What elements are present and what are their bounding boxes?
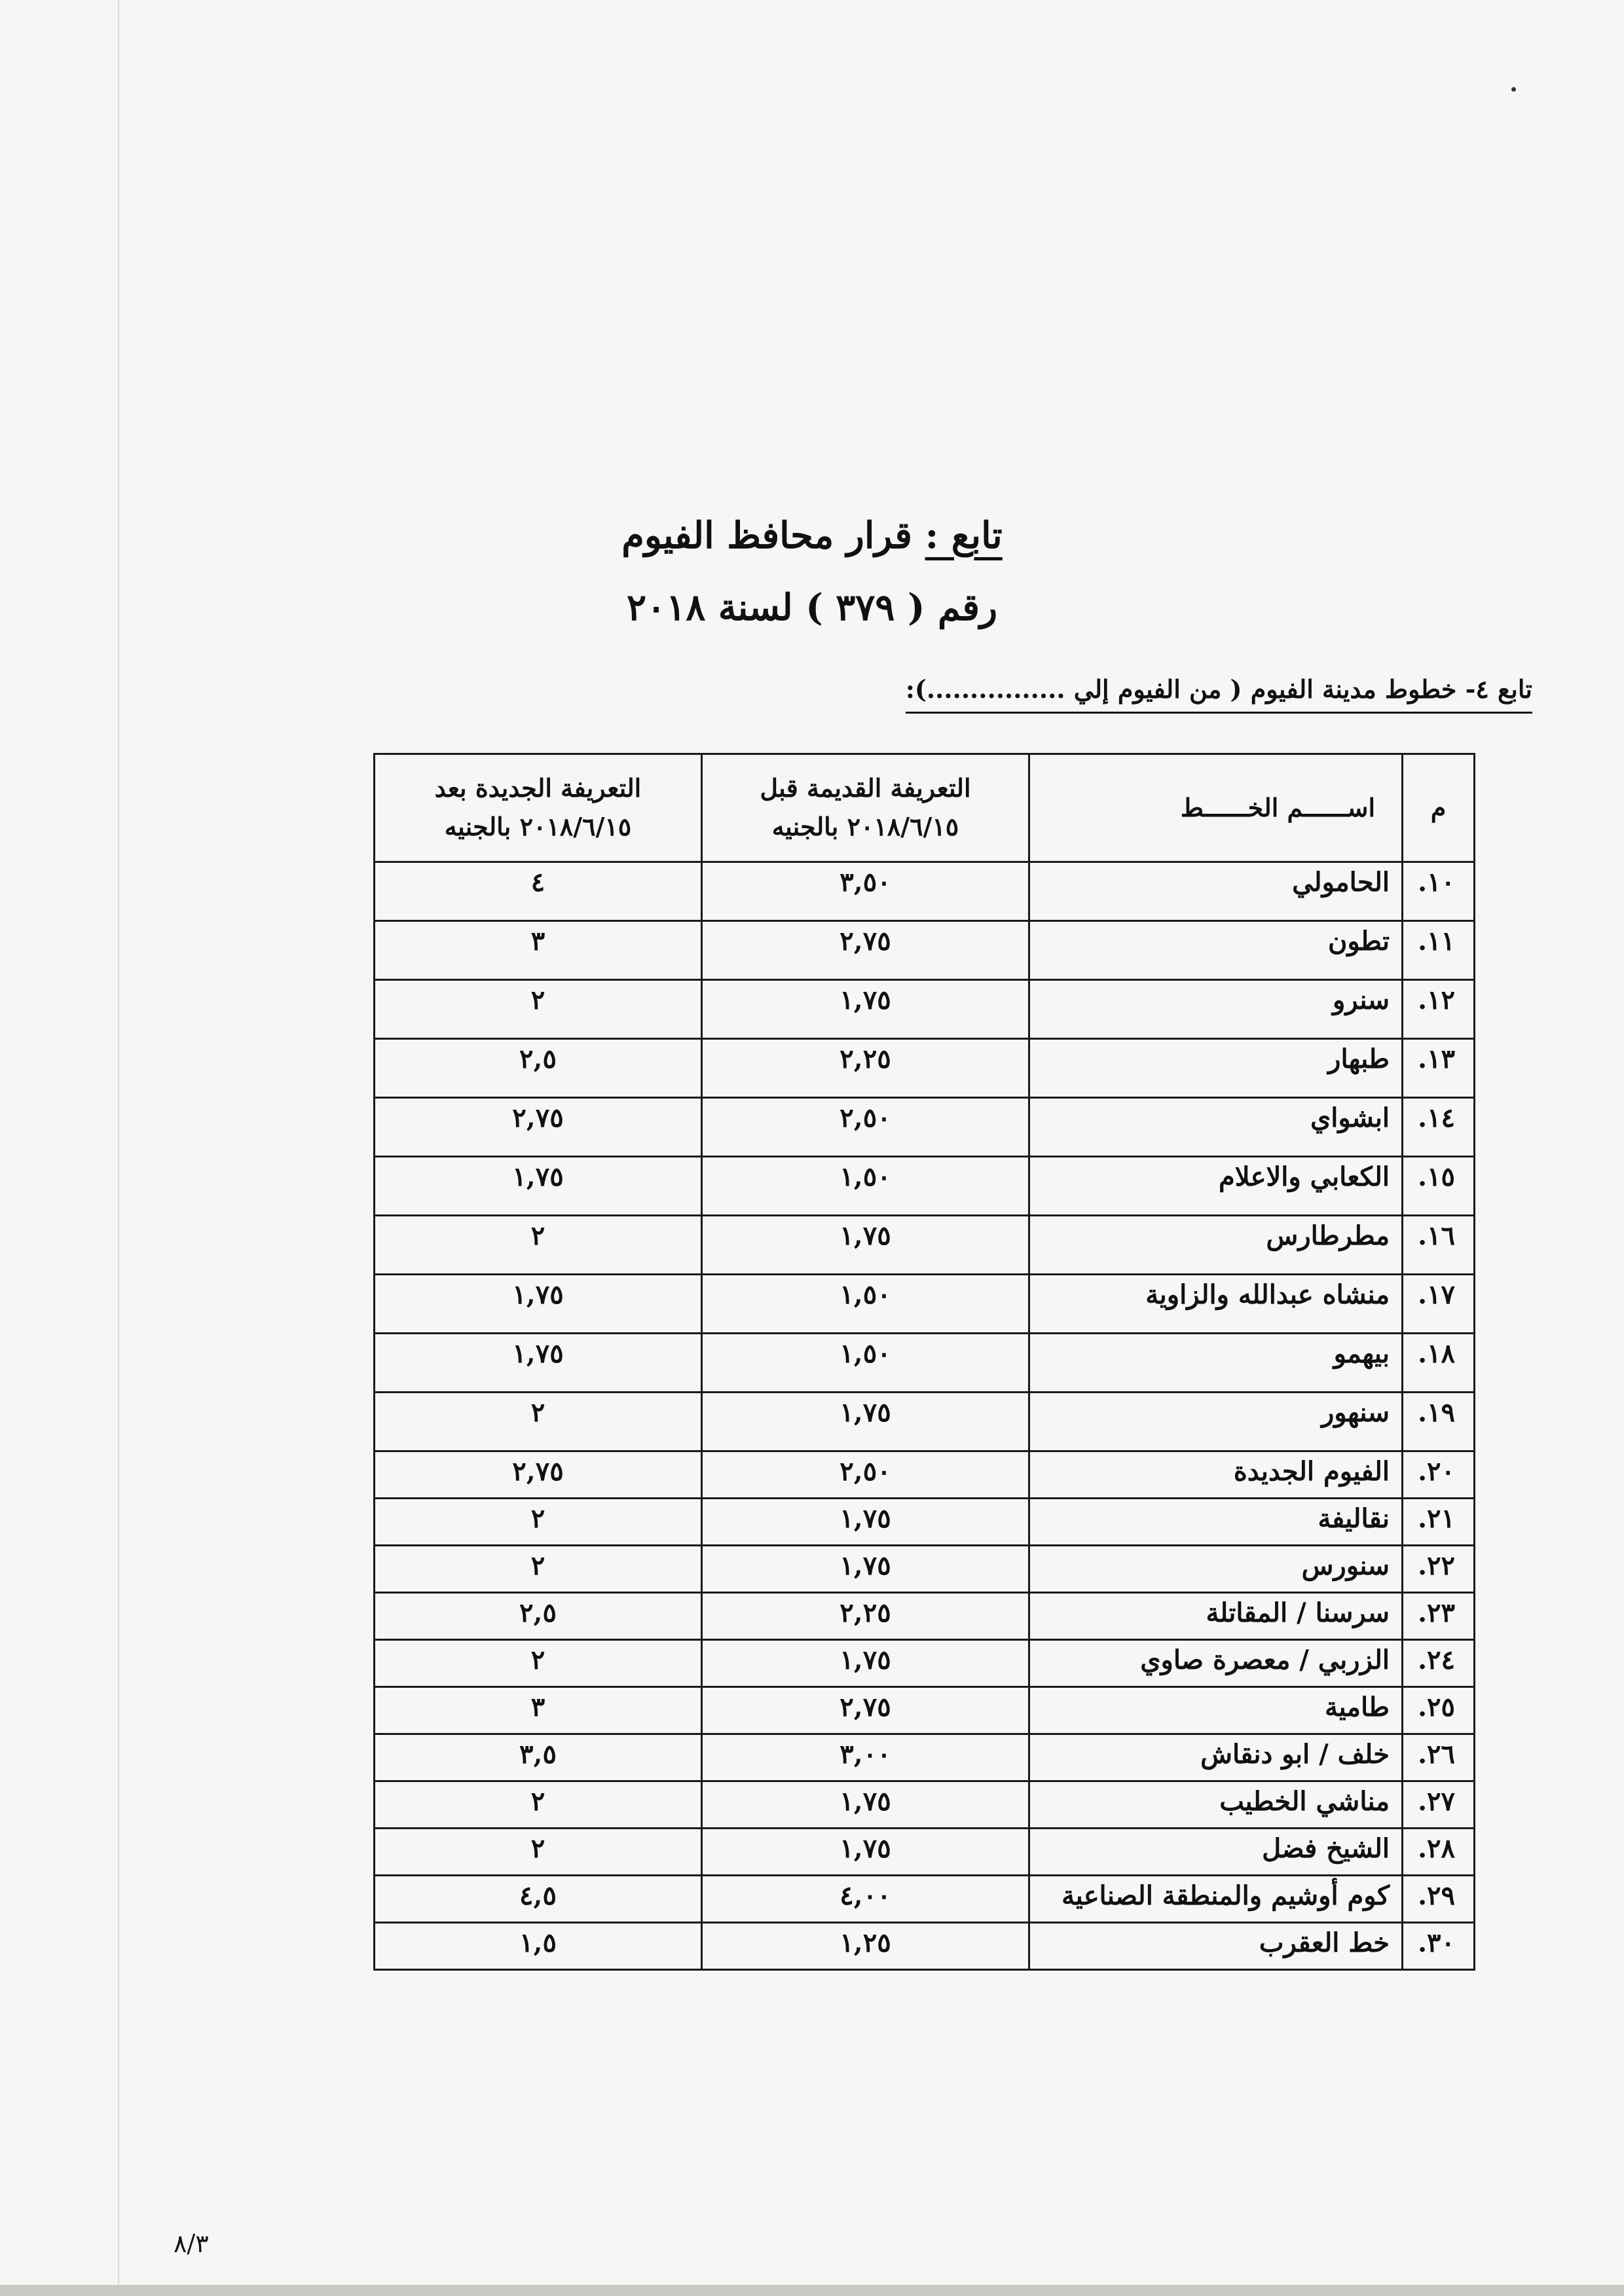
row-new-tariff: ٣ xyxy=(375,921,702,980)
tariff-table-body xyxy=(375,862,1475,1970)
row-line-name: كوم أوشيم والمنطقة الصناعية xyxy=(1029,1876,1403,1923)
row-line-name: خط العقرب xyxy=(1029,1923,1403,1970)
row-line-name: بيهمو xyxy=(1029,1334,1403,1393)
table-row xyxy=(375,1334,1475,1393)
row-line-name: خلف / ابو دنقاش xyxy=(1029,1734,1403,1781)
row-new-tariff: ٢ xyxy=(375,1546,702,1593)
row-old-tariff: ١,٧٥ xyxy=(702,1499,1029,1546)
table-row xyxy=(375,1275,1475,1334)
row-line-name: منشاه عبدالله والزاوية xyxy=(1029,1275,1403,1334)
row-line-name: طامية xyxy=(1029,1687,1403,1734)
row-old-tariff: ١,٢٥ xyxy=(702,1923,1029,1970)
table-row xyxy=(375,1923,1475,1970)
row-new-tariff: ١,٧٥ xyxy=(375,1157,702,1216)
row-old-tariff: ١,٧٥ xyxy=(702,1640,1029,1687)
row-line-name: سرسنا / المقاتلة xyxy=(1029,1593,1403,1640)
row-old-tariff: ١,٥٠ xyxy=(702,1334,1029,1393)
table-header-row xyxy=(375,754,1475,862)
row-number: ١٢. xyxy=(1403,980,1475,1039)
row-number: ٢٢. xyxy=(1403,1546,1475,1593)
row-new-tariff: ٢ xyxy=(375,1393,702,1451)
row-new-tariff: ٢,٧٥ xyxy=(375,1098,702,1157)
tariff-table xyxy=(373,753,1475,1971)
decision-number: رقم ( ٣٧٩ ) لسنة ٢٠١٨ xyxy=(626,586,998,629)
row-line-name: تطون xyxy=(1029,921,1403,980)
row-number: ١٤. xyxy=(1403,1098,1475,1157)
row-line-name: مطرطارس xyxy=(1029,1216,1403,1275)
decision-title-lead: تابع : xyxy=(925,514,1003,557)
row-line-name: مناشي الخطيب xyxy=(1029,1781,1403,1829)
row-new-tariff: ٢ xyxy=(375,1640,702,1687)
row-new-tariff: ٣,٥ xyxy=(375,1734,702,1781)
section-title-lead: تابع xyxy=(1498,674,1532,704)
row-line-name: طبهار xyxy=(1029,1039,1403,1098)
row-old-tariff: ٢,٧٥ xyxy=(702,921,1029,980)
row-new-tariff: ٢ xyxy=(375,1499,702,1546)
row-number: ٢٣. xyxy=(1403,1593,1475,1640)
row-old-tariff: ٤,٠٠ xyxy=(702,1876,1029,1923)
table-row xyxy=(375,921,1475,980)
decision-title-text: قرار محافظ الفيوم xyxy=(621,514,913,557)
row-new-tariff: ٢,٧٥ xyxy=(375,1451,702,1499)
row-old-tariff: ١,٧٥ xyxy=(702,1216,1029,1275)
row-number: ١٨. xyxy=(1403,1334,1475,1393)
row-new-tariff: ١,٧٥ xyxy=(375,1334,702,1393)
row-number: ١٣. xyxy=(1403,1039,1475,1098)
row-old-tariff: ١,٧٥ xyxy=(702,1393,1029,1451)
row-new-tariff: ٢,٥ xyxy=(375,1039,702,1098)
table-row xyxy=(375,1593,1475,1640)
section-title-underlined xyxy=(906,674,1532,714)
scan-edge-bottom xyxy=(0,2285,1624,2296)
row-line-name: الكعابي والاعلام xyxy=(1029,1157,1403,1216)
table-row xyxy=(375,862,1475,921)
table-row xyxy=(375,1687,1475,1734)
row-old-tariff: ٣,٠٠ xyxy=(702,1734,1029,1781)
row-line-name: الزربي / معصرة صاوي xyxy=(1029,1640,1403,1687)
row-old-tariff: ٣,٥٠ xyxy=(702,862,1029,921)
table-row xyxy=(375,1781,1475,1829)
row-new-tariff: ٢ xyxy=(375,980,702,1039)
section-title xyxy=(747,674,1532,704)
row-number: ١٧. xyxy=(1403,1275,1475,1334)
row-number: ١٦. xyxy=(1403,1216,1475,1275)
table-row xyxy=(375,1640,1475,1687)
page-number: ٨/٣ xyxy=(174,2229,209,2258)
row-number: ٢٠. xyxy=(1403,1451,1475,1499)
row-new-tariff: ١,٧٥ xyxy=(375,1275,702,1334)
table-row xyxy=(375,1157,1475,1216)
row-number: ٣٠. xyxy=(1403,1923,1475,1970)
row-new-tariff: ٢ xyxy=(375,1781,702,1829)
row-number: ٢٥. xyxy=(1403,1687,1475,1734)
header-num: م xyxy=(1403,754,1475,862)
row-number: ٢١. xyxy=(1403,1499,1475,1546)
row-old-tariff: ١,٧٥ xyxy=(702,1829,1029,1876)
row-old-tariff: ٢,٢٥ xyxy=(702,1039,1029,1098)
row-new-tariff: ٤,٥ xyxy=(375,1876,702,1923)
row-number: ١٩. xyxy=(1403,1393,1475,1451)
row-number: ٢٦. xyxy=(1403,1734,1475,1781)
row-line-name: الشيخ فضل xyxy=(1029,1829,1403,1876)
table-row xyxy=(375,1546,1475,1593)
row-line-name: الحامولي xyxy=(1029,862,1403,921)
row-line-name: سنهور xyxy=(1029,1393,1403,1451)
table-row xyxy=(375,980,1475,1039)
header-line-name: اســــــم الخــــــط xyxy=(1029,754,1403,862)
header-old-tariff: التعريفة القديمة قبل ٢٠١٨/٦/١٥ بالجنيه xyxy=(702,754,1029,862)
row-number: ٢٤. xyxy=(1403,1640,1475,1687)
row-number: ٢٨. xyxy=(1403,1829,1475,1876)
section-title-text: ٤- خطوط مدينة الفيوم ( من الفيوم إلي ................): xyxy=(905,674,1489,704)
row-new-tariff: ١,٥ xyxy=(375,1923,702,1970)
row-old-tariff: ٢,٢٥ xyxy=(702,1593,1029,1640)
row-number: ١٥. xyxy=(1403,1157,1475,1216)
row-number: ٢٧. xyxy=(1403,1781,1475,1829)
row-line-name: سنرو xyxy=(1029,980,1403,1039)
row-number: ١١. xyxy=(1403,921,1475,980)
row-old-tariff: ١,٧٥ xyxy=(702,1546,1029,1593)
row-number: ١٠. xyxy=(1403,862,1475,921)
row-old-tariff: ١,٧٥ xyxy=(702,980,1029,1039)
row-new-tariff: ٤ xyxy=(375,862,702,921)
row-old-tariff: ٢,٧٥ xyxy=(702,1687,1029,1734)
row-old-tariff: ١,٥٠ xyxy=(702,1157,1029,1216)
row-old-tariff: ٢,٥٠ xyxy=(702,1451,1029,1499)
scan-speck xyxy=(1511,87,1516,92)
table-row xyxy=(375,1216,1475,1275)
table-row xyxy=(375,1499,1475,1546)
table-row xyxy=(375,1829,1475,1876)
table-row xyxy=(375,1393,1475,1451)
table-row xyxy=(375,1098,1475,1157)
row-line-name: نقاليفة xyxy=(1029,1499,1403,1546)
row-line-name: الفيوم الجديدة xyxy=(1029,1451,1403,1499)
row-new-tariff: ٢ xyxy=(375,1829,702,1876)
row-new-tariff: ٢,٥ xyxy=(375,1593,702,1640)
row-new-tariff: ٣ xyxy=(375,1687,702,1734)
table-row xyxy=(375,1734,1475,1781)
row-number: ٢٩. xyxy=(1403,1876,1475,1923)
scan-edge-left xyxy=(118,0,119,2296)
row-old-tariff: ١,٥٠ xyxy=(702,1275,1029,1334)
row-line-name: ابشواي xyxy=(1029,1098,1403,1157)
table-row xyxy=(375,1451,1475,1499)
table-row xyxy=(375,1039,1475,1098)
header-new-tariff: التعريفة الجديدة بعد ٢٠١٨/٦/١٥ بالجنيه xyxy=(375,754,702,862)
row-new-tariff: ٢ xyxy=(375,1216,702,1275)
row-old-tariff: ١,٧٥ xyxy=(702,1781,1029,1829)
decision-title xyxy=(0,514,1624,557)
row-old-tariff: ٢,٥٠ xyxy=(702,1098,1029,1157)
row-line-name: سنورس xyxy=(1029,1546,1403,1593)
table-row xyxy=(375,1876,1475,1923)
